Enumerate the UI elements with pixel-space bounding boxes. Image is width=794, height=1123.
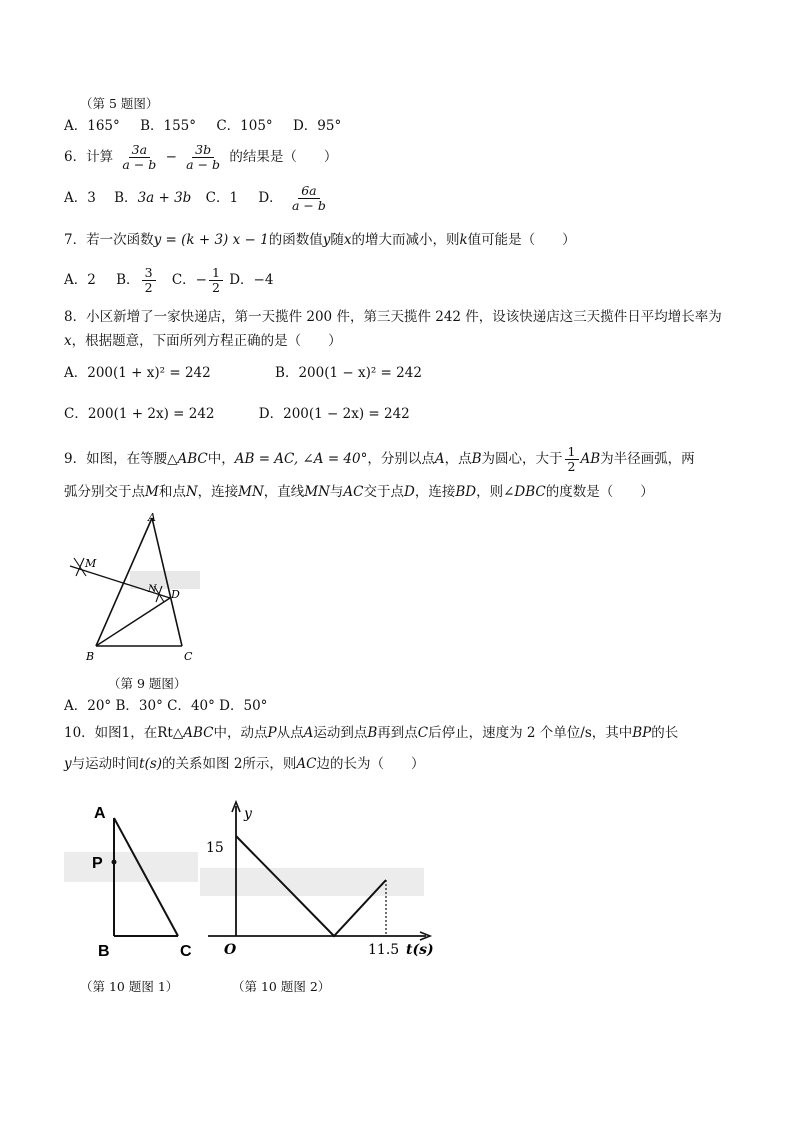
q8-line1: 8．小区新增了一家快递店，第一天揽件 200 件，第三天揽件 242 件，设该快递店这三天揽件日平均增长率为 xyxy=(64,309,722,325)
q10-figure-1 xyxy=(62,796,202,966)
q10-figure-2 xyxy=(198,796,438,966)
q7-option-c-label: C．− xyxy=(171,272,207,288)
q10-label-a: A xyxy=(94,805,106,822)
q6-option-a: A．3 xyxy=(64,190,96,206)
q10-origin-label: O xyxy=(224,942,237,958)
q10-label-b: B xyxy=(98,943,110,960)
q7-stem: 7．若一次函数y = (k + 3) x − 1的函数值y随x的增大而减小，则k值可能是（ ） xyxy=(64,232,576,248)
q8-option-d: 200(1 − 2x) = 242 xyxy=(283,406,410,422)
q10-y15-label: 15 xyxy=(206,840,224,856)
q10-label-p: P xyxy=(92,855,103,872)
q6-option-b: 3a + 3b xyxy=(137,190,192,206)
q9-label-b: B xyxy=(86,650,95,663)
q6-frac1: $\frac{3a}{a - b}$ xyxy=(122,142,157,172)
q5-options xyxy=(64,117,341,135)
q10-fig1-scan-smudge xyxy=(64,852,198,882)
q6-frac2: $\frac{3b}{a - b}$ xyxy=(186,142,221,172)
q9-condition: AB = AC, ∠A = 40° xyxy=(234,451,368,467)
q10-caption-2: （第 10 题图 2） xyxy=(232,979,331,994)
q9-label-n: N xyxy=(148,584,157,595)
q9-line1: 9．如图，在等腰△ABC中，AB = AC, ∠A = 40°，分别以点A，点B为圆心，大于 $\frac{1}{2}$ AB为半径画弧，两 xyxy=(64,444,695,474)
q7-options xyxy=(64,262,273,298)
q10-label-c: C xyxy=(180,943,192,960)
q7-option-d: D．−4 xyxy=(229,272,274,288)
q10-line1: 10．如图1，在Rt△ABC中，动点P从点A运动到点B再到点C后停止，速度为 2 个单位/s，其中BP的长 xyxy=(64,725,679,741)
q9-figure xyxy=(64,508,204,668)
q9-options: A．20° B．30° C．40° D．50° xyxy=(64,698,268,714)
q7-option-b-label: B． xyxy=(116,272,140,288)
q6-stem: 6．计算 $\frac{3a}{a - b}$ − $\frac{3b}{a - b}$ 的结果是（ ） xyxy=(64,142,338,172)
q6-options xyxy=(64,181,331,215)
q7-option-a: A．2 xyxy=(64,272,96,288)
q8-options-cd: C．200(1 + 2x) = 242 D．200(1 − 2x) = 242 xyxy=(64,406,410,422)
q10-caption-1: （第 10 题图 1） xyxy=(80,979,179,994)
q6-option-d-label: D． xyxy=(258,190,283,206)
q9-label-d: D xyxy=(171,588,180,601)
q7-option-b: $\frac{3}{2}$ xyxy=(142,266,156,295)
q10-axis-t-label: t(s) xyxy=(406,942,434,958)
q5-option-a: A．165° xyxy=(64,118,120,134)
q5-option-d: D．95° xyxy=(292,118,342,134)
q8-option-c: 200(1 + 2x) = 242 xyxy=(87,406,215,422)
q6-option-c: C．1 xyxy=(205,190,239,206)
q10-x115-label: 11.5 xyxy=(368,942,400,958)
q7-option-c: $\frac{1}{2}$ xyxy=(209,266,223,295)
q8-line2: x，根据题意，下面所列方程正确的是（ ） xyxy=(64,333,342,349)
q6-option-d: $\frac{6a}{a - b}$ xyxy=(291,183,326,213)
q9-label-c: C xyxy=(184,650,193,663)
q8-option-b: 200(1 − x)² = 242 xyxy=(298,365,422,381)
q10-fig2-scan-smudge xyxy=(200,868,424,896)
q5-option-b: B．155° xyxy=(140,118,197,134)
q10-point-p xyxy=(112,860,117,865)
q9-label-a: A xyxy=(148,511,156,524)
q10-axis-y-label: y xyxy=(244,806,252,822)
q8-options-ab: A．200(1 + x)² = 242 B．200(1 − x)² = 242 xyxy=(64,365,422,381)
q5-option-c: C．105° xyxy=(216,118,273,134)
q9-label-m: M xyxy=(85,557,97,570)
q9-line2: 弧分别交于点M和点N，连接MN，直线MN与AC交于点D，连接BD，则∠DBC的度数是（ ） xyxy=(64,484,654,500)
q7-formula: y = (k + 3) x − 1 xyxy=(153,232,269,248)
q9-caption: （第 9 题图） xyxy=(108,676,187,691)
q10-line2: y与运动时间t(s)的关系如图 2所示，则AC边的长为（ ） xyxy=(64,756,425,772)
q5-caption: （第 5 题图） xyxy=(80,96,159,111)
q8-option-a: 200(1 + x)² = 242 xyxy=(87,365,211,381)
q6-option-b-label: B． xyxy=(114,190,138,206)
